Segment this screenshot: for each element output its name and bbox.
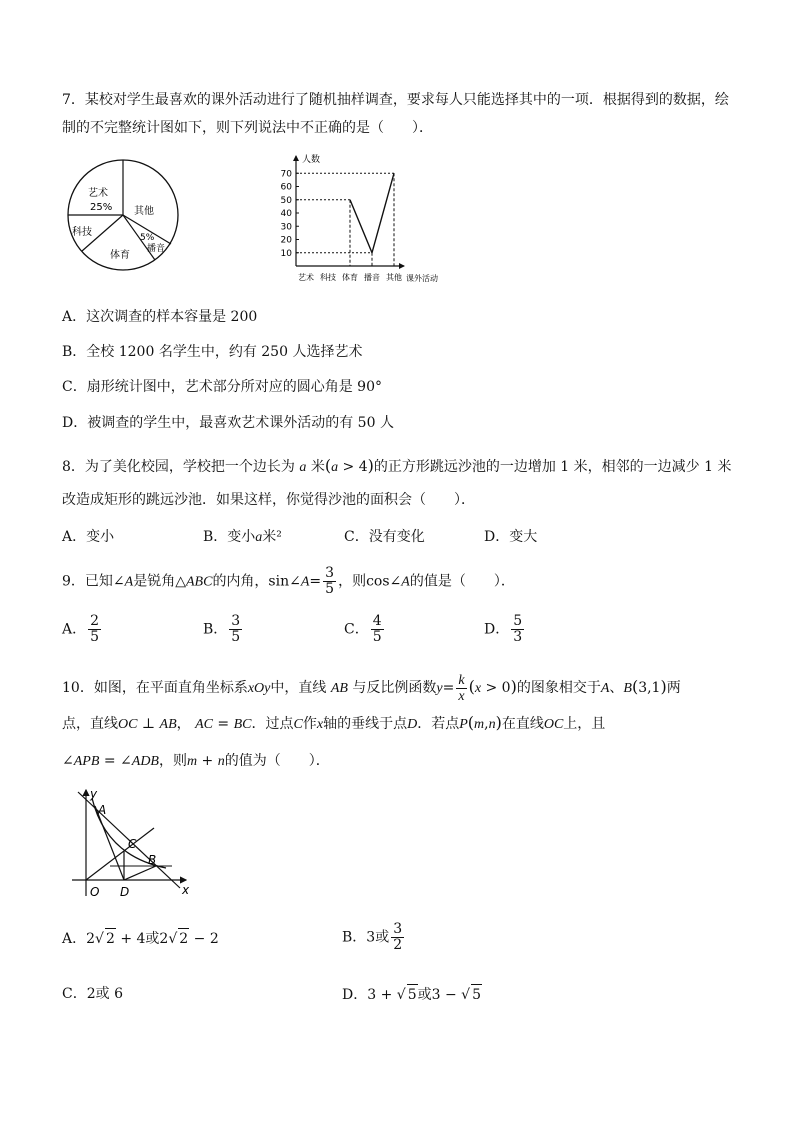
q9-var: A <box>401 574 410 590</box>
x-tick-label: 科技 <box>320 273 336 282</box>
q9-text: 的值是（ ）． <box>409 573 515 590</box>
x-axis-arrow <box>399 263 405 269</box>
q9-opt-den: 5 <box>372 629 382 645</box>
q10-text: 的值为（ ）． <box>224 753 330 769</box>
q7-line2: 制的不完整统计图如下，则下列说法中不正确的是（ ）． <box>62 120 433 136</box>
line-db <box>124 866 156 880</box>
q10-opt-den: 2 <box>393 937 403 953</box>
q8-optb-var: a <box>255 530 263 545</box>
q10-opt-frac <box>391 922 404 953</box>
q10-text: 与反比例函数 <box>352 680 437 696</box>
q9-text: ，则cos∠ <box>338 573 402 590</box>
q9-opt-num: 5 <box>513 613 523 629</box>
q10-var: x <box>474 681 482 696</box>
q7-option-d: D．被调查的学生中，最喜欢艺术课外活动的有 50 人 <box>62 415 394 431</box>
q10-text: ，则 <box>158 753 187 769</box>
q10-line2: 点，直线OC ⊥ AB， AC = BC．过点C作x轴的垂线于点D．若点P(m,n)在直线OC上，且 <box>62 713 606 732</box>
q9-opt-frac <box>88 614 101 645</box>
y-tick-label: 50 <box>280 195 292 206</box>
q8-text-rest: 的正方形跳远沙池的一边增加 1 米，相邻的一边减少 1 米 <box>373 459 732 475</box>
q10-var: D <box>407 717 418 732</box>
y-axis-arrow <box>293 155 299 161</box>
q10-text: ， <box>176 716 191 732</box>
q9-triangle: ABC <box>185 574 213 590</box>
q10-opt-label: D． <box>342 987 368 1003</box>
q10-frac <box>456 673 466 704</box>
q10-var: m <box>186 754 198 769</box>
q10-text: ．若点 <box>417 716 460 732</box>
q10-line3 <box>62 751 330 772</box>
y-tick-label: 10 <box>280 248 292 259</box>
q10-var: x <box>316 717 324 732</box>
q10-opt-label: B． <box>342 929 367 946</box>
q10-opt-radicand: 5 <box>407 984 418 1005</box>
q10-var: AB <box>159 717 177 732</box>
fig-label-y: y <box>90 787 98 801</box>
q10-opt-label: C． <box>62 986 87 1002</box>
q10-opt-num: 3 <box>393 921 403 937</box>
q10-opt-radicand: 2 <box>178 928 189 949</box>
pie-label-tech: 科技 <box>72 227 92 238</box>
q9-opt-frac <box>371 614 384 645</box>
q8-unit: 米 <box>310 459 325 475</box>
q10-var: m <box>474 717 485 732</box>
q9-frac-num: 3 <box>325 565 335 581</box>
q10-eq: = <box>442 680 455 696</box>
series-line <box>350 173 394 253</box>
q10-opt-text: 2或 6 <box>86 986 123 1002</box>
q8-option-b <box>203 527 282 548</box>
q10-opt-text: 2 <box>86 931 96 947</box>
q10-text: 作 <box>302 716 317 732</box>
q9-frac-den: 5 <box>325 581 335 597</box>
fig-label-o: O <box>90 885 100 899</box>
q10-var: AB <box>330 681 348 696</box>
q10-plus: + <box>197 753 218 769</box>
q9-option-b <box>203 614 244 645</box>
q8-option-c: C．没有变化 <box>344 529 425 545</box>
q9-opt-den: 5 <box>90 629 100 645</box>
q10-opt-text: 或3 − <box>417 987 462 1003</box>
q10-coord: 3,1 <box>638 680 661 696</box>
q8-text: 8．为了美化校园，学校把一个边长为 <box>62 459 295 475</box>
q7-option-a: A．这次调查的样本容量是 200 <box>62 309 258 325</box>
fig-label-d: D <box>120 885 130 899</box>
pie-label-other: 其他 <box>134 206 154 217</box>
fig-label-a: A <box>98 803 107 817</box>
y-tick-label: 60 <box>280 182 292 193</box>
q9-opt-den: 5 <box>231 629 241 645</box>
q9-var: A <box>124 574 134 590</box>
line-ad <box>95 806 124 880</box>
q9-stem <box>62 566 515 598</box>
y-tick-label: 70 <box>280 169 292 180</box>
q10-opt-radicand: 2 <box>105 928 116 949</box>
q10-var: ADB <box>131 754 159 769</box>
q10-var: APB <box>73 754 100 769</box>
q10-angle: ∠ <box>62 753 74 769</box>
y-tick-label: 30 <box>280 222 292 233</box>
q10-var: n <box>217 754 225 769</box>
q9-opt-frac <box>229 614 242 645</box>
fig-label-c: C <box>128 837 137 851</box>
q8-option-d: D．变大 <box>484 529 538 545</box>
q8-var-a: a <box>299 460 307 475</box>
q9-text: 是锐角△ <box>133 573 186 590</box>
q10-figure <box>62 784 202 904</box>
pie-label-art-pct: 25% <box>90 202 113 213</box>
q9-opt-num: 3 <box>231 613 241 629</box>
q7-option-c: C．扇形统计图中，艺术部分所对应的圆心角是 90° <box>62 379 382 395</box>
q9-fraction <box>323 566 336 597</box>
q7-option-b: B．全校 1200 名学生中，约有 250 人选择艺术 <box>62 344 363 360</box>
q10-var: B <box>623 681 632 696</box>
x-tick-label: 其他 <box>386 273 402 282</box>
fig-label-x: x <box>182 883 190 897</box>
x-axis-label: 课外活动 <box>406 274 438 283</box>
pie-label-broadcast: 播音 <box>147 244 166 254</box>
q8-line2: 改造成矩形的跳远沙池．如果这样，你觉得沙池的面积会（ ）． <box>62 492 475 508</box>
q10-text: 上，且 <box>563 716 606 732</box>
q10-var: n <box>488 717 496 732</box>
y-tick-label: 20 <box>280 235 292 246</box>
q10-opt-text: + 4或2 <box>115 931 169 947</box>
q10-option-d: D．3 + √ 5或3 − √ 5 <box>342 984 482 1005</box>
q10-option-c <box>62 984 123 1004</box>
q10-perp: ⊥ <box>137 716 160 732</box>
q10-frac-num: k <box>458 672 465 688</box>
q10-var: y <box>436 681 443 696</box>
q9-opt-label: C． <box>344 621 369 638</box>
q9-opt-num: 4 <box>372 613 382 629</box>
q9-opt-den: 3 <box>513 629 523 645</box>
q8-optb-text: B．变小 <box>203 529 256 545</box>
q9-option-a <box>62 614 103 645</box>
q10-var: C <box>293 717 303 732</box>
q10-var: OC <box>543 717 564 732</box>
q10-opt-label: A． <box>62 931 87 947</box>
q10-var: BC <box>233 717 252 732</box>
q10-text: 的图象相交于 <box>516 680 601 696</box>
y-tick-label: 40 <box>280 209 292 219</box>
q9-eq: = <box>309 573 322 590</box>
q10-opt-text: 3 + <box>367 987 397 1003</box>
q7-line-chart <box>262 150 452 288</box>
x-tick-label: 艺术 <box>298 273 314 282</box>
q8-option-a: A．变小 <box>62 529 115 545</box>
fig-label-b: B <box>148 853 157 867</box>
q10-eq: = <box>212 716 234 732</box>
q10-frac-den: x <box>458 688 465 704</box>
q9-opt-frac <box>511 614 524 645</box>
q10-var: OC <box>118 717 138 732</box>
x-tick-label: 体育 <box>342 273 358 282</box>
q8-optb-unit: 米² <box>262 529 282 545</box>
q8-cond: > 4 <box>338 459 368 475</box>
q10-line1: 10．如图，在平面直角坐标系xOy中，直线 AB 与反比例函数y= $\frac{k}{x}$ (x > 0)的图象相交于A、B(3,1)两 <box>62 672 681 704</box>
q10-text: 10．如图，在平面直角坐标系 <box>62 680 248 696</box>
q9-opt-label: A． <box>62 621 87 638</box>
q9-opt-label: B． <box>203 621 228 638</box>
q10-text: 点，直线 <box>62 716 118 732</box>
q10-var: P <box>459 717 468 732</box>
pie-label-broadcast-pct: 5% <box>140 233 155 243</box>
q10-option-b <box>342 922 406 953</box>
q9-option-d <box>484 614 526 645</box>
q8-cond-a: a <box>331 460 339 475</box>
q10-var: A <box>600 681 610 696</box>
q10-opt-text: 3或 <box>366 929 390 946</box>
q10-var: xOy <box>247 681 271 696</box>
q9-var: A <box>300 574 310 590</box>
pie-label-sports: 体育 <box>110 250 130 261</box>
q10-text: 两 <box>666 680 681 696</box>
q10-eq: = ∠ <box>99 753 132 769</box>
q10-text: 轴的垂线于点 <box>323 716 408 732</box>
q10-opt-radicand: 5 <box>471 984 482 1005</box>
q10-cond: > 0 <box>481 680 511 696</box>
q10-option-a: A．2√ 2 + 4或2√ 2 − 2 <box>62 928 219 949</box>
q10-text: 、 <box>609 680 624 696</box>
q9-opt-label: D． <box>484 621 510 638</box>
y-axis-label: 人数 <box>302 155 321 165</box>
q9-opt-num: 2 <box>90 613 100 629</box>
q10-text: 在直线 <box>501 716 544 732</box>
q9-text: 9．已知∠ <box>62 573 125 590</box>
q10-comma: , <box>484 716 489 732</box>
q10-var: AC <box>195 717 213 732</box>
x-tick-label: 播音 <box>364 273 380 282</box>
q9-option-c <box>344 614 386 645</box>
q7-line1: 7．某校对学生最喜欢的课外活动进行了随机抽样调查，要求每人只能选择其中的一项．根据得到的数据，绘 <box>62 92 729 108</box>
q10-text: ．过点 <box>251 716 294 732</box>
pie-label-art: 艺术 <box>88 188 108 199</box>
q10-text: 中，直线 <box>270 680 327 696</box>
q7-pie-chart <box>60 152 186 278</box>
q10-opt-text: − 2 <box>189 931 219 947</box>
q8-line1: 8．为了美化校园，学校把一个边长为 a 米(a > 4)的正方形跳远沙池的一边增加 1 米，相邻的一边减少 1 米 <box>62 456 732 475</box>
q9-text: 的内角，sin∠ <box>212 573 301 590</box>
